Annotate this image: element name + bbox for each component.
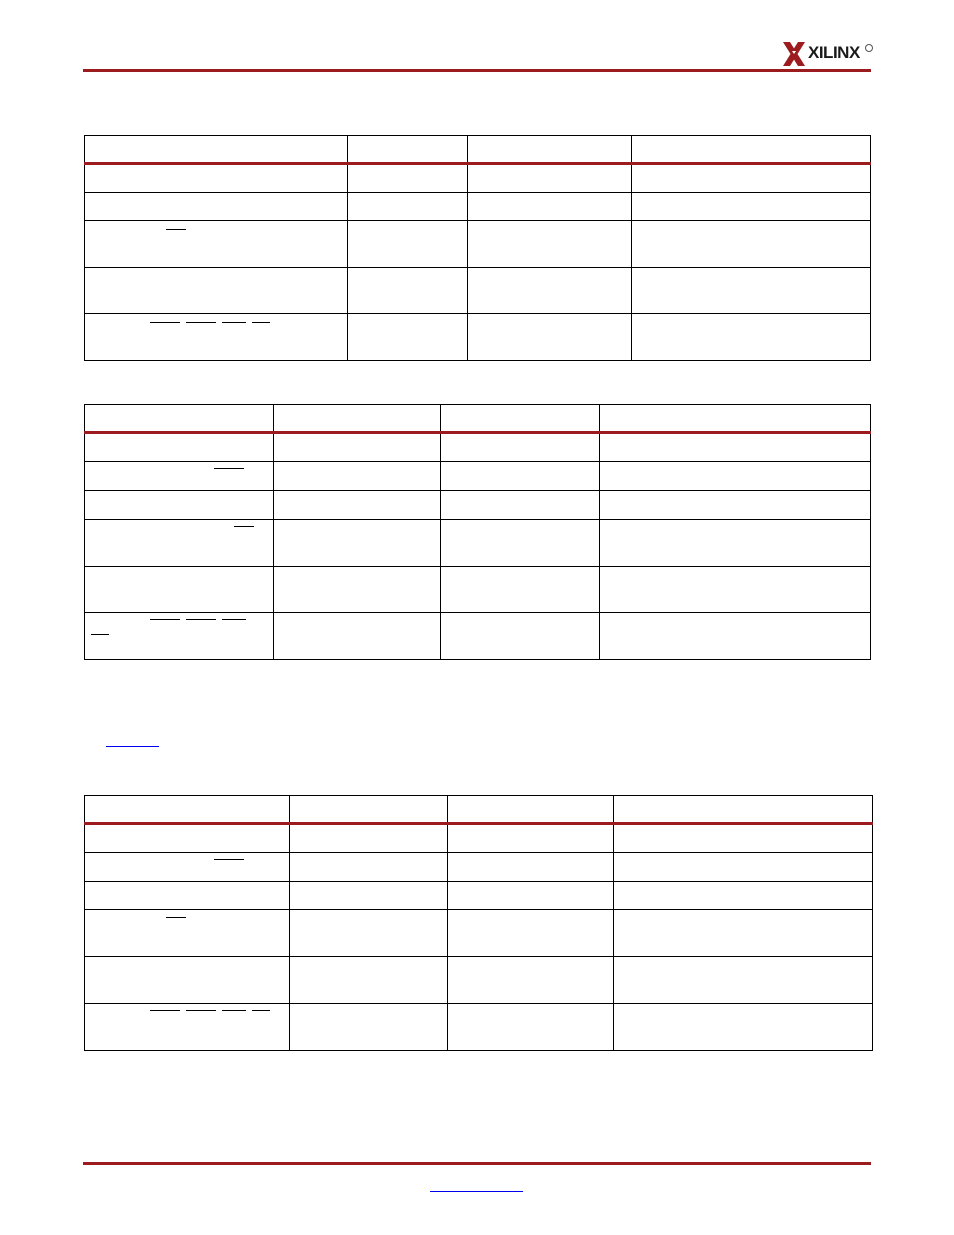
table-header-row: [85, 796, 873, 824]
table-row: [85, 853, 873, 882]
table-row: [85, 314, 871, 361]
overbar-mark: [166, 917, 186, 918]
overbar-mark: [150, 1010, 180, 1011]
overbar-mark: [186, 1010, 216, 1011]
cross-reference-link[interactable]: [106, 746, 159, 747]
table-2: [84, 404, 871, 660]
overbar-mark: [252, 1010, 270, 1011]
table-row: [85, 957, 873, 1004]
table-row: [85, 164, 871, 193]
table-row: [85, 462, 871, 491]
table-row: [85, 520, 871, 567]
overbar-mark: [214, 468, 244, 469]
footer-rule: [83, 1162, 871, 1165]
table-1: [84, 135, 871, 361]
overbar-mark: [150, 322, 180, 323]
xilinx-x-icon: [781, 40, 807, 68]
overbar-mark: [222, 1010, 246, 1011]
logo-wordmark: XILINX: [808, 43, 860, 62]
table-row: [85, 567, 871, 613]
table-row: [85, 221, 871, 268]
overbar-mark: [222, 619, 246, 620]
table-row: [85, 491, 871, 520]
overbar-mark: [166, 229, 186, 230]
registered-mark-icon: [865, 44, 873, 52]
xilinx-logo: [781, 40, 873, 68]
table-row: [85, 433, 871, 462]
table-row: [85, 193, 871, 221]
header-rule: [83, 69, 871, 72]
overbar-mark: [186, 619, 216, 620]
table-row: [85, 910, 873, 957]
overbar-mark: [234, 526, 254, 527]
table-row: [85, 882, 873, 910]
table-row: [85, 824, 873, 853]
footer-website-link[interactable]: [430, 1191, 523, 1192]
overbar-mark: [222, 322, 246, 323]
overbar-mark: [252, 322, 270, 323]
table-header-row: [85, 136, 871, 164]
table-header-row: [85, 405, 871, 433]
overbar-mark: [91, 634, 109, 635]
overbar-mark: [150, 619, 180, 620]
table-row: [85, 268, 871, 314]
overbar-mark: [214, 859, 244, 860]
overbar-mark: [186, 322, 216, 323]
table-3: [84, 795, 873, 1051]
